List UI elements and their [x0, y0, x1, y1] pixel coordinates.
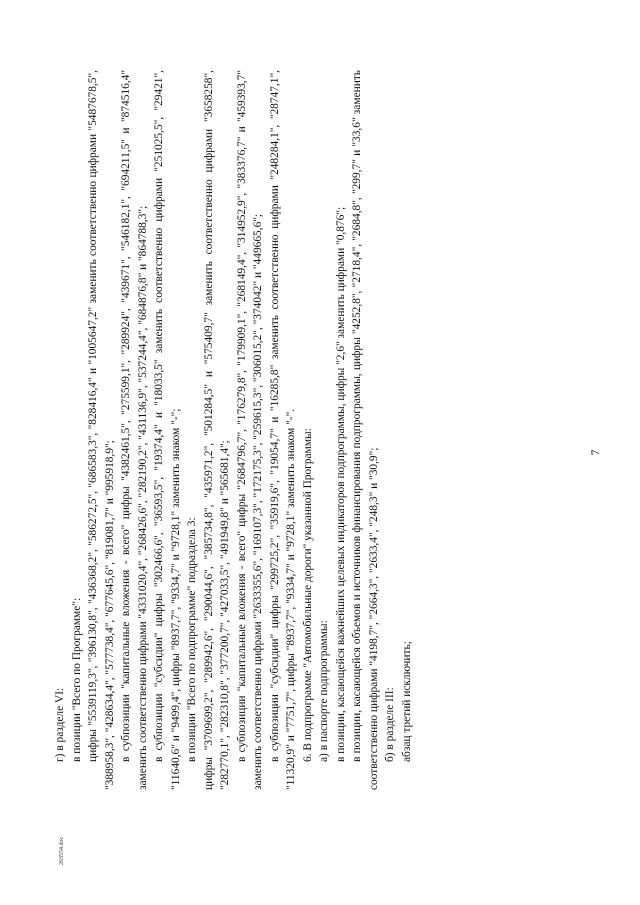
paragraph-exclude-third: абзац третий исключить; — [400, 641, 413, 762]
paragraph-section-three: б) в разделе III: — [384, 687, 396, 762]
paragraph-section-heading: г) в разделе VI: — [54, 687, 66, 762]
paragraph-financing: в позиции, касающейся объемов и источников финансирования подпрограммы, цифры "4252,8", "2718,4", "2684,8", "299,7" и "33,6" заменить соответственно цифрами "4198,7", "2664,3", "2633,4", "248,3" и "30,9"; — [351, 70, 380, 790]
paragraph-subsidies: в субпозиции "субсидии" цифры "302466,6", "36593,5", "19374,4" и "18033,5" заменить соответственно цифрами "251025,5", "29421", "11640,6" и "9499,4", цифры "8937,7", "9334,7" и "9728,1" заменить знаком "-"; — [153, 70, 182, 790]
paragraph-subprogram-capital-investments: в субпозиции "капитальные вложения - всего" цифры "2684796,7", "176279,8", "179909,1", "268149,4", "314952,9", "383376,7" и "459393,7" заменить соответственно цифрами "2633355,6", "169107,3", "172175,3", "259615,3", "306015,2", "374042" и "449665,6"; — [235, 70, 264, 790]
paragraph-capital-investments: в субпозиции "капитальные вложения - всего" цифры "4382461,5", "275599,1", "289924", "439671", "546182,1", "694211,5" и "874516,4" заменить соответственно цифрами "4331020,4", "268426,6", "282190,2", "431136,9", "537244,4", "684876,8" и "864788,3"; — [120, 70, 149, 790]
file-label: 263554.doc — [59, 836, 65, 865]
paragraph-subprogram-figures: цифры "3709699,2", "289942,6", "290044,6", "385734,8", "435971,2", "501284,5" и "575409,7" заменить соответственно цифрами "3658258", "282770,1", "282310,8", "377200,7", "427033,5", "491949,8" и "565681,4"; — [202, 70, 231, 790]
paragraph-position-total-subprogram: в позиции "Всего по подпрограмме" подраздела 3: — [186, 517, 198, 762]
document-body — [52, 70, 415, 790]
page-number: 7 — [588, 449, 602, 456]
paragraph-passport: а) в паспорте подпрограммы: — [318, 620, 330, 762]
paragraph-position-total-program: в позиции "Всего по Программе": — [70, 597, 83, 762]
paragraph-indicators: в позиции, касающейся важнейших целевых индикаторов подпрограммы, цифры "2,6" заменить цифрами "0,876"; — [334, 206, 347, 762]
paragraph-total-program-figures: цифры "5539119,3", "396130,8", "436368,2", "586272,5", "686583,3", "828416,4" и "1005647,2" заменить соответственно цифрами "5487678,5", "388958,3", "428634,4", "577738,4", "677645,6", "819081,7" и "995918,9"; — [87, 70, 116, 790]
paragraph-subprogram-subsidies: в субпозиции "субсидии" цифры "299725,2", "35919,6", "19054,7" и "16285,8" заменить соответственно цифрами "248284,1", "28747,1", "11320,9" и "7751,7", цифры "8937,7", "9334,7" и "9728,1" заменить знаком "-". — [268, 70, 297, 790]
paragraph-roads-subprogram: 6. В подпрограмме "Автомобильные дороги" указанной Программы: — [301, 428, 314, 762]
